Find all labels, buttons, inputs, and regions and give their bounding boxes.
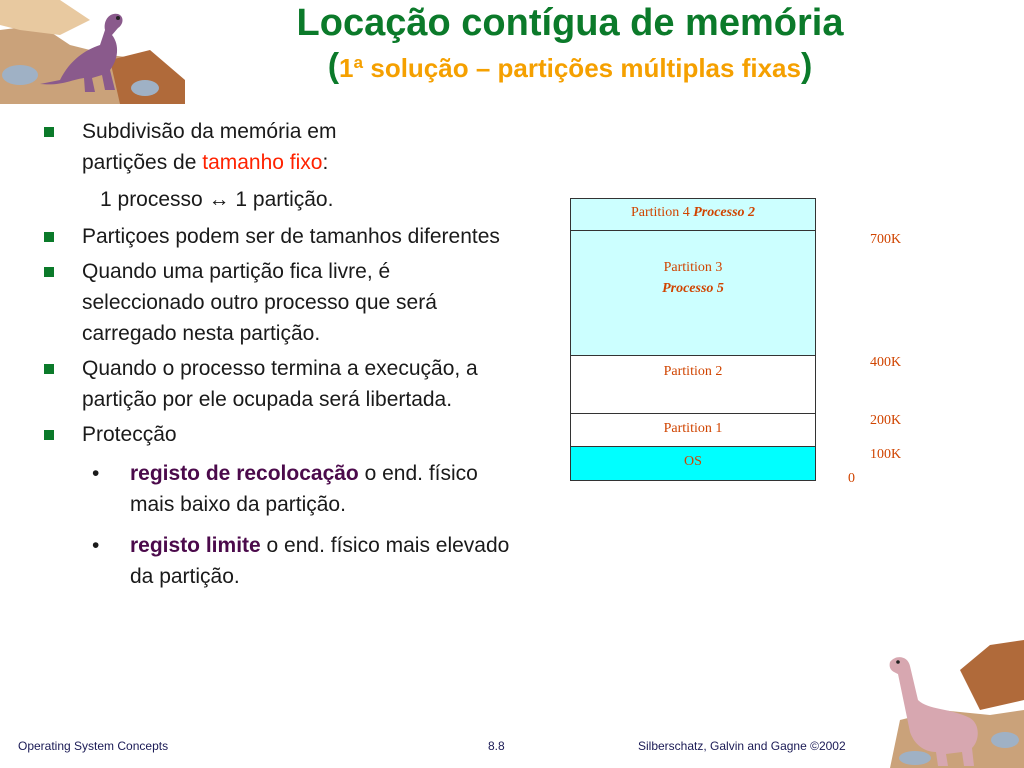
- dinosaur-illustration-top: [0, 0, 190, 104]
- address-0: 0: [848, 471, 855, 486]
- address-200k: 200K: [870, 413, 902, 428]
- subtitle-open-paren: (: [327, 47, 340, 85]
- subtitle-text: 1ª solução – partições múltiplas fixas: [339, 53, 801, 83]
- title-subtitle: [190, 46, 950, 88]
- dinosaur-illustration-bottom: [880, 640, 1024, 768]
- square-bullet-icon: [44, 364, 54, 374]
- bullet-1-line-b: [82, 147, 510, 178]
- partition-4-label: Partition 4: [630, 205, 694, 220]
- highlight-fixed-size: tamanho fixo: [202, 151, 323, 174]
- subtitle-close-paren: ): [800, 47, 813, 85]
- limit-register-term: registo limite: [130, 534, 261, 557]
- bullet-item-5: [40, 419, 510, 450]
- partition-2-label: Partition 2: [663, 364, 723, 379]
- memory-partition-diagram: [570, 198, 816, 481]
- process-partition-rule: 1 processo ↔ 1 partição.: [100, 188, 334, 211]
- limit-register-desc: o end. físico mais elevado da partição.: [130, 534, 510, 588]
- footer-course: Operating System Concepts: [18, 739, 169, 753]
- os-partition: [571, 447, 815, 480]
- title-main: Locação contígua de memória: [296, 2, 844, 44]
- bullet-2-text: Partiçoes podem ser de tamanhos diferentes: [82, 225, 500, 248]
- os-label: OS: [684, 454, 702, 469]
- bullet-1-text: partições de: [82, 151, 203, 174]
- partition-4-process: Processo 2: [693, 205, 756, 220]
- bullet-1-line-a: Subdivisão da memória em: [82, 120, 337, 143]
- partition-1: [571, 414, 815, 447]
- address-400k: 400K: [870, 355, 902, 370]
- partition-1-label: Partition 1: [663, 421, 723, 436]
- sub-bullet-limit: [40, 530, 510, 592]
- partition-3-label: Partition 3: [663, 260, 723, 275]
- bullet-list: [40, 116, 510, 602]
- partition-3: [571, 231, 815, 356]
- bullet-1-colon: :: [322, 151, 329, 174]
- bullet-4-text: Quando o processo termina a execução, a partição por ele ocupada será libertada.: [82, 357, 478, 411]
- square-bullet-icon: [44, 267, 54, 277]
- bullet-item-4: [40, 353, 510, 415]
- dot-bullet-icon: •: [92, 534, 100, 557]
- partition-3-process: Processo 5: [662, 281, 724, 296]
- footer-copyright: Silberschatz, Galvin and Gagne ©2002: [638, 739, 846, 753]
- bullet-5-text: Protecção: [82, 423, 177, 446]
- bullet-3-text: Quando uma partição fica livre, é seleccionado outro processo que será carregado nesta partição.: [82, 260, 437, 345]
- bullet-item-1: [40, 116, 510, 178]
- slide-title: [190, 0, 950, 88]
- square-bullet-icon: [44, 127, 54, 137]
- square-bullet-icon: [44, 232, 54, 242]
- sub-bullet-relocation: [40, 458, 510, 520]
- partition-4: [571, 199, 815, 231]
- dot-bullet-icon: •: [92, 462, 100, 485]
- bullet-item-2: [40, 221, 510, 252]
- footer-page-number: 8.8: [488, 739, 505, 753]
- partition-2: [571, 356, 815, 414]
- relocation-register-desc: o end. físico mais baixo da partição.: [130, 462, 478, 516]
- address-700k: 700K: [870, 232, 902, 247]
- address-100k: 100K: [870, 447, 902, 462]
- relocation-register-term: registo de recolocação: [130, 462, 359, 485]
- bullet-item-3: [40, 256, 510, 349]
- square-bullet-icon: [44, 430, 54, 440]
